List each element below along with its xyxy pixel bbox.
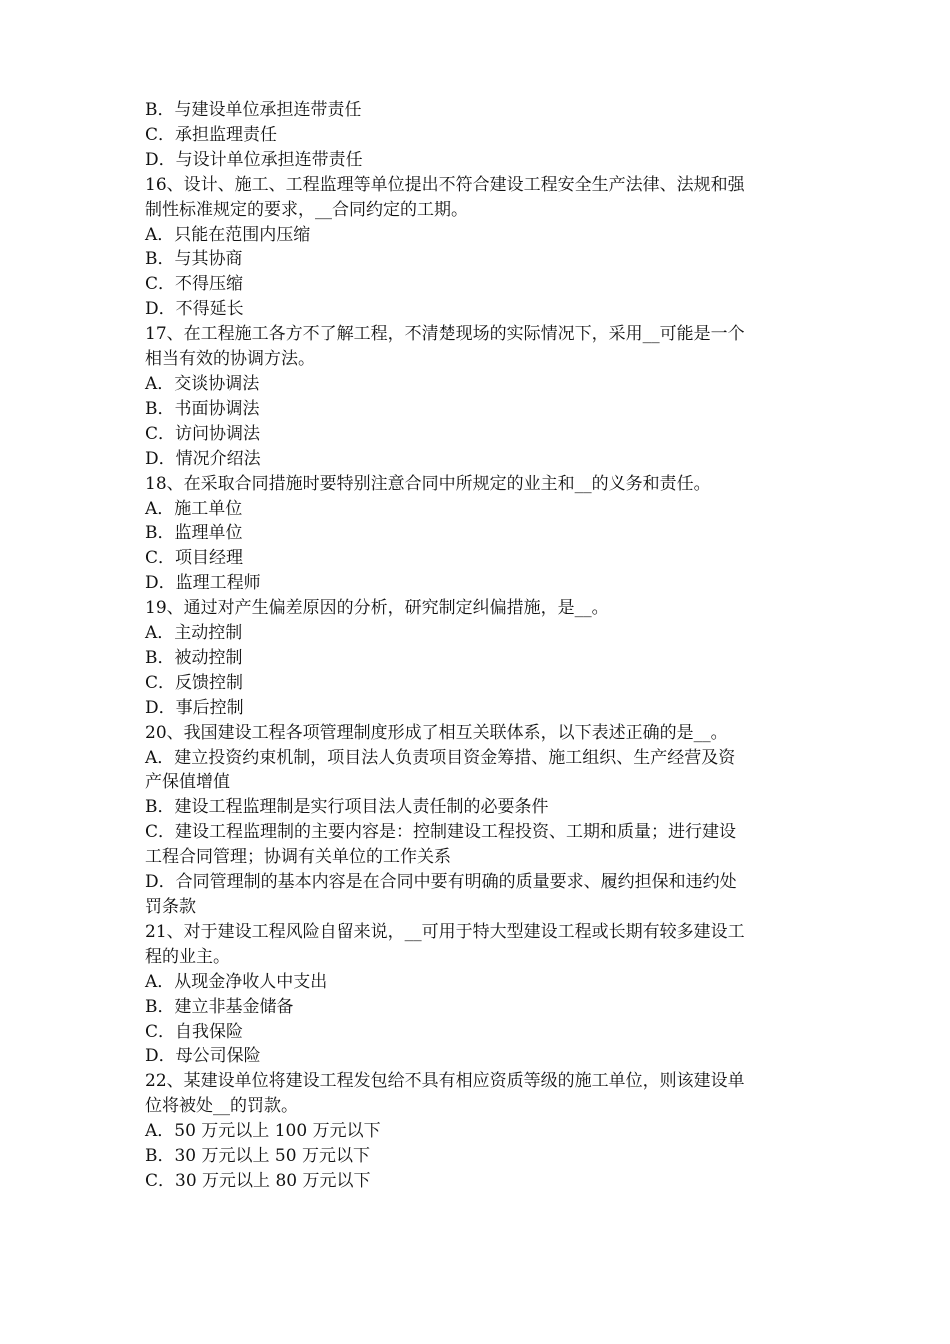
option-line: C．承担监理责任 xyxy=(145,124,278,145)
question-line: 16、设计、施工、工程监理等单位提出不符合建设工程安全生产法律、法规和强 xyxy=(145,174,745,195)
question-line: 程的业主。 xyxy=(145,946,230,967)
option-line: C．不得压缩 xyxy=(145,274,244,295)
option-line: 工程合同管理；协调有关单位的工作关系 xyxy=(145,847,451,868)
option-line: D．母公司保险 xyxy=(145,1046,261,1067)
document-body xyxy=(145,98,813,1194)
question-line: 22、某建设单位将建设工程发包给不具有相应资质等级的施工单位，则该建设单 xyxy=(145,1071,745,1092)
option-line: C．建设工程监理制的主要内容是：控制建设工程投资、工期和质量；进行建设 xyxy=(145,822,737,843)
option-line: D．合同管理制的基本内容是在合同中要有明确的质量要求、履约担保和违约处 xyxy=(145,872,737,893)
option-line: B．书面协调法 xyxy=(145,398,260,419)
option-line: B．建立非基金储备 xyxy=(145,996,294,1017)
option-line: C．项目经理 xyxy=(145,548,244,569)
option-line: B．被动控制 xyxy=(145,647,243,668)
option-line: D．情况介绍法 xyxy=(145,448,261,469)
option-line: D．事后控制 xyxy=(145,697,244,718)
option-line: A．50 万元以上 100 万元以下 xyxy=(145,1121,381,1142)
question-line: 18、在采取合同措施时要特别注意合同中所规定的业主和__的义务和责任。 xyxy=(145,473,711,494)
option-line: C．反馈控制 xyxy=(145,672,244,693)
option-line: 罚条款 xyxy=(145,897,196,917)
option-line: C．30 万元以上 80 万元以下 xyxy=(145,1170,371,1191)
option-line: D．不得延长 xyxy=(145,299,244,320)
option-line: A．主动控制 xyxy=(145,623,243,644)
option-line: D．与设计单位承担连带责任 xyxy=(145,149,363,170)
option-line: D．监理工程师 xyxy=(145,573,261,594)
question-line: 19、通过对产生偏差原因的分析，研究制定纠偏措施，是__。 xyxy=(145,598,609,619)
question-line: 21、对于建设工程风险自留来说，__可用于特大型建设工程或长期有较多建设工 xyxy=(145,921,745,942)
option-line: A．建立投资约束机制，项目法人负责项目资金筹措、施工组织、生产经营及资 xyxy=(145,747,736,768)
question-line: 相当有效的协调方法。 xyxy=(145,349,315,370)
question-line: 制性标准规定的要求，__合同约定的工期。 xyxy=(145,199,468,220)
option-line: A．施工单位 xyxy=(145,498,243,519)
option-line: C．访问协调法 xyxy=(145,423,261,444)
option-line: 产保值增值 xyxy=(145,772,230,793)
option-line: C．自我保险 xyxy=(145,1021,244,1042)
option-line: B．与建设单位承担连带责任 xyxy=(145,100,362,120)
question-line: 17、在工程施工各方不了解工程，不清楚现场的实际情况下，采用__可能是一个 xyxy=(145,324,745,345)
option-line: A．只能在范围内压缩 xyxy=(145,224,311,245)
option-line: B．监理单位 xyxy=(145,523,243,544)
question-line: 位将被处__的罚款。 xyxy=(145,1096,298,1117)
option-line: B．建设工程监理制是实行项目法人责任制的必要条件 xyxy=(145,797,549,818)
option-line: A．交谈协调法 xyxy=(145,373,260,394)
option-line: B．30 万元以上 50 万元以下 xyxy=(145,1146,370,1167)
question-line: 20、我国建设工程各项管理制度形成了相互关联体系，以下表述正确的是__。 xyxy=(145,722,728,743)
option-line: B．与其协商 xyxy=(145,249,243,270)
option-line: A．从现金净收人中支出 xyxy=(145,971,328,992)
